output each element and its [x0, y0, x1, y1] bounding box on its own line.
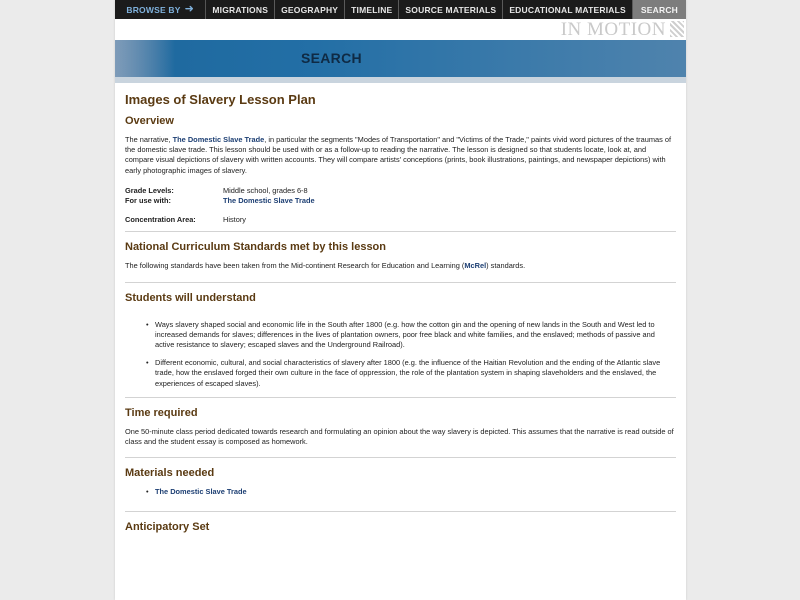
in-motion-logo[interactable]: IN MOTION	[560, 19, 666, 40]
concentration-area-value: History	[223, 215, 246, 225]
list-item: • Different economic, cultural, and social characteristics of slavery after 1800 (e.g. the influence of the Haitian Revolution and the ending of the Atlantic slave trade, how the enslaved forged their own culture in the face of oppression, the role of the plantation system in shaping slaveholders and the enslaved, the experiences of escaped slaves).	[146, 358, 661, 388]
bullet-icon: •	[146, 319, 149, 329]
bullet-icon: •	[146, 487, 149, 497]
page-title: Images of Slavery Lesson Plan	[125, 92, 316, 107]
arrow-right-icon: ➜	[184, 3, 195, 15]
browse-by-button[interactable]	[115, 0, 206, 19]
divider	[125, 282, 676, 283]
divider	[125, 511, 676, 512]
standards-heading: National Curriculum Standards met by this lesson	[125, 241, 386, 254]
for-use-with-label: For use with:	[125, 196, 171, 206]
divider	[125, 231, 676, 232]
list-item: • Ways slavery shaped social and economic life in the South after 1800 (e.g. how the cotton gin and the opening of new lands in the South and West led to increased demands for slaves; differences in the lives of plantation owners, poor free black and white families, and the enslaved; methods of passive and active resistance to slavery; escaped slaves and the Underground Railroad).	[146, 319, 655, 350]
understand-list	[125, 320, 676, 389]
logo-stripes-icon	[670, 21, 684, 37]
section-banner	[115, 40, 686, 77]
nav-item-search[interactable]: SEARCH	[633, 0, 686, 19]
bullet-icon: •	[146, 358, 149, 368]
nav-item-migrations[interactable]: MIGRATIONS	[206, 0, 275, 19]
browse-by-label: BROWSE BY	[126, 4, 181, 15]
materials-domestic-slave-trade-link[interactable]: The Domestic Slave Trade	[155, 487, 247, 497]
anticipatory-heading: Anticipatory Set	[125, 521, 210, 534]
standards-text: The following standards have been taken from the Mid-continent Research for Education and Learning (McRel) standards.	[125, 261, 526, 271]
overview-heading: Overview	[125, 115, 174, 127]
lesson-meta	[125, 186, 676, 226]
domestic-slave-trade-link[interactable]: The Domestic Slave Trade	[172, 135, 265, 144]
list-item	[146, 487, 676, 497]
banner-title: SEARCH	[301, 50, 362, 66]
mcrel-link[interactable]: McRel	[464, 261, 487, 271]
time-text: One 50-minute class period dedicated towards research and formulating an opinion about the way slavery is depicted. This assumes that the narrative is read outside of class and the student essay is composed as homework.	[125, 426, 674, 447]
divider	[125, 457, 676, 458]
brand-row	[115, 19, 686, 40]
grade-levels-label: Grade Levels:	[125, 185, 174, 195]
top-nav	[115, 0, 686, 19]
page	[115, 0, 686, 600]
nav-item-geography[interactable]: GEOGRAPHY	[275, 0, 345, 19]
main-content	[115, 83, 686, 533]
divider	[125, 397, 676, 398]
nav-item-source-materials[interactable]: SOURCE MATERIALS	[399, 0, 503, 19]
materials-list	[125, 487, 676, 497]
nav-item-timeline[interactable]: TIMELINE	[345, 0, 399, 19]
understand-heading: Students will understand	[125, 291, 256, 304]
nav-item-educational-materials[interactable]: EDUCATIONAL MATERIALS	[503, 0, 633, 19]
time-heading: Time required	[125, 406, 198, 419]
overview-text: The narrative, The Domestic Slave Trade, in particular the segments "Modes of Transportation" and "Victims of the Trade," paints vivid word pictures of the traumas of the domestic slave trade. This lesson should be used with or as a follow-up to reading the narrative. The lesson is designed so that students locate, look at, and compare visual depictions of slavery with written accounts. They will compare artists' conceptions (prints, book illustrations, paintings, and newspaper depictions) with early photographic images of slavery.	[125, 135, 672, 175]
for-use-with-link[interactable]: The Domestic Slave Trade	[223, 196, 315, 206]
materials-heading: Materials needed	[125, 467, 215, 480]
grade-levels-value: Middle school, grades 6-8	[223, 185, 308, 195]
concentration-area-label: Concentration Area:	[125, 215, 196, 225]
